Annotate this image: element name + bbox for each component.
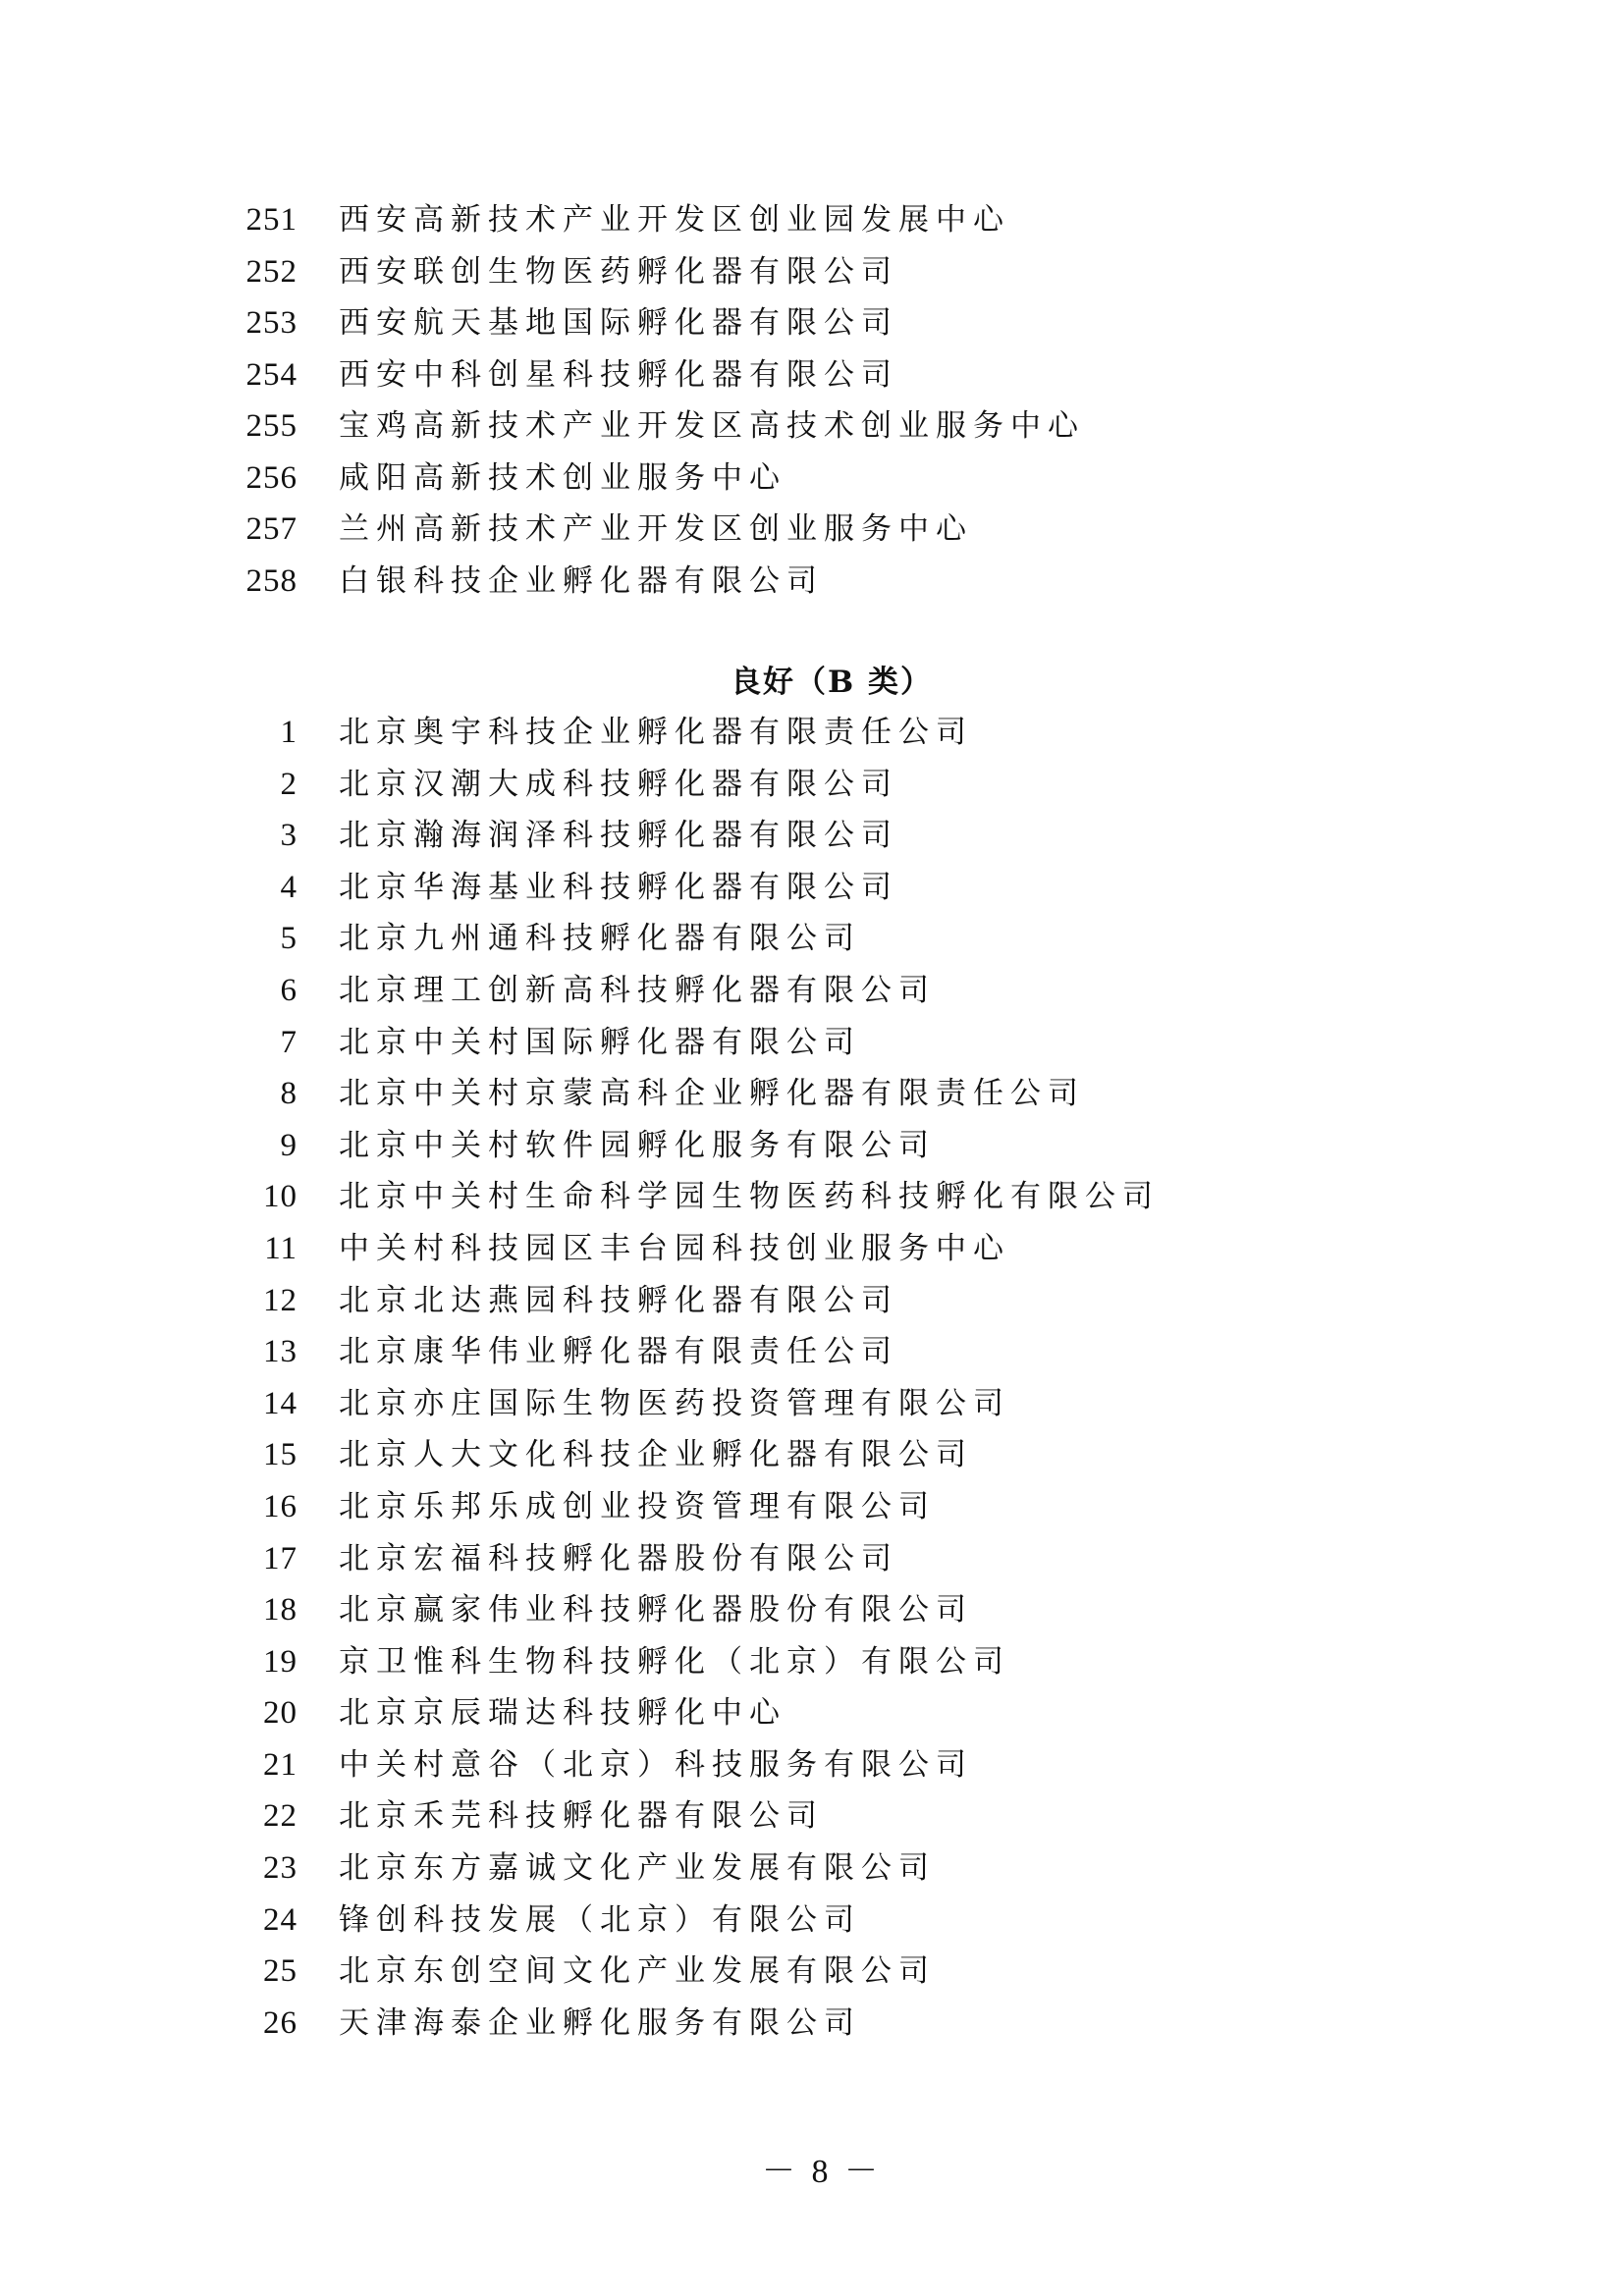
list-item xyxy=(0,1326,1624,1378)
list-item xyxy=(0,556,1624,608)
list-item xyxy=(0,349,1624,401)
item-name: 北京华海基业科技孵化器有限公司 xyxy=(339,869,898,905)
list-item xyxy=(0,1636,1624,1688)
incubator-list-grade-b xyxy=(0,707,1624,2049)
list-item xyxy=(0,1120,1624,1172)
item-number: 21 xyxy=(263,1746,298,1783)
list-item xyxy=(0,1223,1624,1275)
item-name: 北京人大文化科技企业孵化器有限公司 xyxy=(339,1437,973,1473)
list-item xyxy=(0,1171,1624,1223)
item-name: 锋创科技发展（北京）有限公司 xyxy=(339,1901,861,1938)
item-number: 255 xyxy=(245,408,298,444)
item-name: 北京理工创新高科技孵化器有限公司 xyxy=(339,972,936,1008)
item-name: 白银科技企业孵化器有限公司 xyxy=(339,562,824,599)
item-number: 256 xyxy=(245,459,298,496)
list-item xyxy=(0,1687,1624,1739)
list-item xyxy=(0,297,1624,349)
list-item xyxy=(0,707,1624,759)
list-item xyxy=(0,453,1624,505)
item-name: 北京奥宇科技企业孵化器有限责任公司 xyxy=(339,715,973,750)
list-item xyxy=(0,913,1624,965)
list-item xyxy=(0,1584,1624,1636)
item-name: 北京宏福科技孵化器股份有限公司 xyxy=(339,1540,898,1576)
item-name: 北京康华伟业孵化器有限责任公司 xyxy=(339,1334,898,1370)
item-name: 天津海泰企业孵化服务有限公司 xyxy=(339,2004,861,2041)
item-name: 北京赢家伟业科技孵化器股份有限公司 xyxy=(339,1592,973,1629)
item-number: 5 xyxy=(280,921,298,957)
item-number: 254 xyxy=(245,356,298,393)
list-item xyxy=(0,862,1624,914)
item-number: 22 xyxy=(263,1798,298,1835)
list-item xyxy=(0,1275,1624,1327)
item-name: 咸阳高新技术创业服务中心 xyxy=(339,459,786,496)
item-number: 18 xyxy=(263,1592,298,1629)
item-number: 3 xyxy=(280,818,298,854)
list-item xyxy=(0,1068,1624,1120)
list-item xyxy=(0,1790,1624,1842)
item-number: 16 xyxy=(263,1488,298,1524)
item-number: 1 xyxy=(280,715,298,750)
item-name: 西安高新技术产业开发区创业园发展中心 xyxy=(339,202,1010,238)
item-name: 中关村意谷（北京）科技服务有限公司 xyxy=(339,1746,973,1783)
item-name: 北京禾芫科技孵化器有限公司 xyxy=(339,1798,824,1835)
item-number: 23 xyxy=(263,1850,298,1887)
list-item xyxy=(0,1998,1624,2050)
list-item xyxy=(0,1481,1624,1533)
item-number: 19 xyxy=(263,1643,298,1680)
list-item xyxy=(0,1429,1624,1481)
item-number: 253 xyxy=(245,305,298,341)
list-item xyxy=(0,194,1624,246)
item-number: 24 xyxy=(263,1901,298,1938)
item-name: 北京九州通科技孵化器有限公司 xyxy=(339,921,861,957)
list-item xyxy=(0,1017,1624,1069)
incubator-list-continued xyxy=(0,194,1624,607)
item-name: 西安中科创星科技孵化器有限公司 xyxy=(339,356,898,393)
item-number: 257 xyxy=(245,511,298,547)
item-number: 15 xyxy=(263,1437,298,1473)
list-item xyxy=(0,246,1624,298)
item-number: 258 xyxy=(245,562,298,599)
item-number: 7 xyxy=(280,1024,298,1060)
list-item xyxy=(0,400,1624,453)
item-name: 北京京辰瑞达科技孵化中心 xyxy=(339,1695,786,1732)
item-name: 北京亦庄国际生物医药投资管理有限公司 xyxy=(339,1385,1010,1421)
item-name: 北京东方嘉诚文化产业发展有限公司 xyxy=(339,1850,936,1887)
item-number: 11 xyxy=(264,1230,298,1266)
item-number: 13 xyxy=(263,1334,298,1370)
list-item xyxy=(0,1895,1624,1947)
item-number: 8 xyxy=(280,1076,298,1112)
list-item xyxy=(0,1533,1624,1585)
item-number: 25 xyxy=(263,1953,298,1990)
item-number: 2 xyxy=(280,766,298,802)
item-number: 251 xyxy=(245,202,298,238)
item-name: 北京中关村京蒙高科企业孵化器有限责任公司 xyxy=(339,1076,1085,1112)
item-number: 12 xyxy=(263,1282,298,1318)
item-name: 北京中关村生命科学园生物医药科技孵化有限公司 xyxy=(339,1179,1160,1215)
list-item xyxy=(0,1378,1624,1430)
item-name: 北京瀚海润泽科技孵化器有限公司 xyxy=(339,818,898,854)
item-number: 20 xyxy=(263,1695,298,1732)
list-item xyxy=(0,504,1624,556)
section-title-grade-b: 良好（B 类） xyxy=(731,665,933,700)
list-item xyxy=(0,810,1624,862)
item-name: 北京汉潮大成科技孵化器有限公司 xyxy=(339,766,898,802)
item-name: 西安联创生物医药孵化器有限公司 xyxy=(339,253,898,290)
list-item xyxy=(0,759,1624,811)
list-item xyxy=(0,1842,1624,1895)
item-number: 4 xyxy=(280,869,298,905)
item-name: 北京东创空间文化产业发展有限公司 xyxy=(339,1953,936,1990)
item-number: 17 xyxy=(263,1540,298,1576)
list-item xyxy=(0,1739,1624,1791)
item-number: 252 xyxy=(245,253,298,290)
item-number: 6 xyxy=(280,972,298,1008)
item-name: 北京中关村软件园孵化服务有限公司 xyxy=(339,1127,936,1163)
item-name: 中关村科技园区丰台园科技创业服务中心 xyxy=(339,1230,1010,1266)
list-item xyxy=(0,1946,1624,1998)
item-name: 宝鸡高新技术产业开发区高技术创业服务中心 xyxy=(339,408,1085,444)
item-number: 10 xyxy=(263,1179,298,1215)
item-name: 北京中关村国际孵化器有限公司 xyxy=(339,1024,861,1060)
item-name: 北京北达燕园科技孵化器有限公司 xyxy=(339,1282,898,1318)
list-item xyxy=(0,965,1624,1017)
page-number: － 8 － xyxy=(762,2154,882,2190)
item-name: 京卫惟科生物科技孵化（北京）有限公司 xyxy=(339,1643,1010,1680)
item-number: 9 xyxy=(280,1127,298,1163)
item-name: 兰州高新技术产业开发区创业服务中心 xyxy=(339,511,973,547)
item-name: 西安航天基地国际孵化器有限公司 xyxy=(339,305,898,341)
item-number: 26 xyxy=(263,2004,298,2041)
item-name: 北京乐邦乐成创业投资管理有限公司 xyxy=(339,1488,936,1524)
item-number: 14 xyxy=(263,1385,298,1421)
